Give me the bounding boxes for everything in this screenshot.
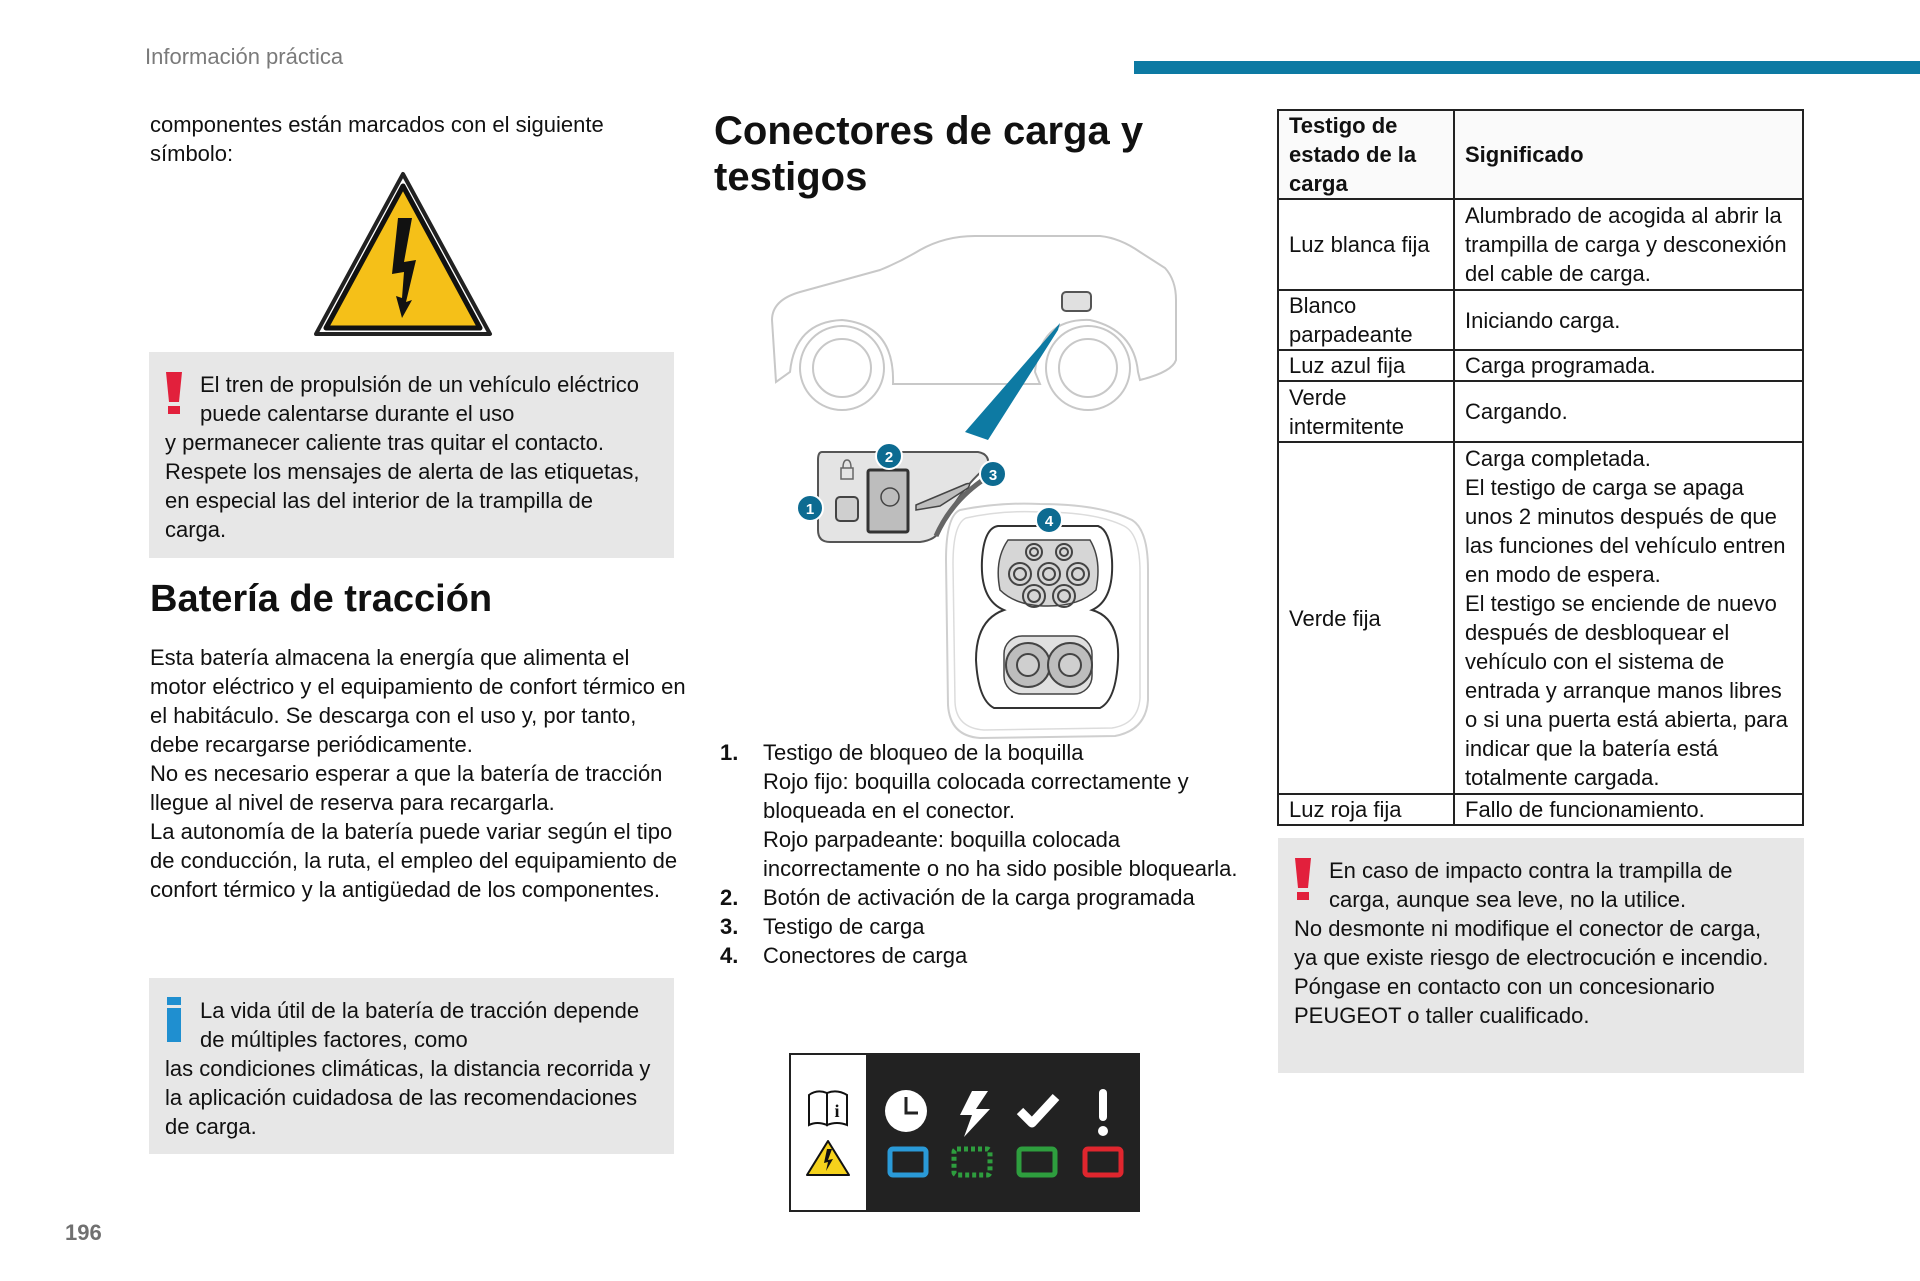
warning-note-lead: El tren de propulsión de un vehículo eléctrico puede calentarse durante el uso: [200, 372, 640, 426]
page-number: 196: [65, 1220, 102, 1245]
callout-4: [1036, 507, 1062, 533]
info-note-body: las condiciones climáticas, la distancia recorrida y la aplicación cuidadosa de las recomendaciones de carga.: [165, 1056, 651, 1139]
checkmark-icon: [1020, 1097, 1056, 1123]
svg-text:i: i: [834, 1101, 840, 1121]
list-item: 2. Botón de activación de la carga programada: [720, 885, 1195, 910]
warning-note-lead: En caso de impacto contra la trampilla de carga, aunque sea leve, no la utilice.: [1329, 858, 1733, 912]
table-row: Verde fija Carga completada. El testigo de carga se apaga unos 2 minutos después de que las funciones del vehículo entren en modo de espera. El testigo se enciende de nuevo después de desbloquear el vehículo con el sistema de entrada y arranque manos libres o si una puerta está abierta, para indicar que la batería está totalmente cargada.: [1278, 442, 1803, 794]
lightning-icon: [960, 1091, 990, 1137]
info-note-lead: La vida útil de la batería de tracción depende de múltiples factores, como: [200, 998, 640, 1052]
red-indicator: [1085, 1149, 1121, 1175]
section-title-traction-battery: Batería de tracción: [150, 578, 493, 620]
list-item: 3. Testigo de carga: [720, 914, 925, 939]
warning-note-body: y permanecer caliente tras quitar el contacto. Respete los mensajes de alerta de las etiquetas, en especial las del interior de la trampilla de carga.: [165, 430, 640, 542]
paragraph: Esta batería almacena la energía que alimenta el motor eléctrico y el equipamiento de confort térmico en el habitáculo. Se descarga con el uso y, por tanto, debe recargarse periódicamente.: [150, 645, 686, 757]
svg-text:2: 2: [884, 449, 894, 466]
traction-battery-text: [150, 643, 690, 904]
callout-1: [797, 495, 823, 521]
list-item: 1. Testigo de bloqueo de la boquilla Rojo fijo: boquilla colocada correctamente y bloqueada en el conector. Rojo parpadeante: boquilla colocada incorrectamente o no ha sido posible bloquearla.: [720, 740, 1238, 881]
charging-connectors-diagram: [740, 220, 1200, 740]
high-voltage-warning-icon: [807, 1141, 849, 1175]
warning-note-body: Póngase en contacto con un concesionario PEUGEOT o taller cualificado.: [1294, 974, 1715, 1028]
pointer-beam: [965, 323, 1060, 440]
accent-bar: [1134, 61, 1920, 74]
paragraph: La autonomía de la batería puede variar según el tipo de conducción, la ruta, el empleo del equipamiento de confort térmico y la antigüedad de los componentes.: [150, 819, 678, 902]
table-row: Verde intermitente Cargando.: [1278, 381, 1803, 442]
table-row: Luz roja fija Fallo de funcionamiento.: [1278, 794, 1803, 825]
high-voltage-warning-triangle-icon: [312, 170, 494, 340]
green-blinking-indicator: [954, 1149, 990, 1175]
manual-info-icon: [791, 1055, 865, 1210]
warning-note-body: No desmonte ni modifique el conector de carga, ya que existe riesgo de electrocución e incendio.: [1294, 916, 1769, 970]
svg-text:4: 4: [1044, 513, 1054, 530]
info-note-battery-life: [149, 978, 674, 1154]
charge-indicator-panel: [789, 1053, 1140, 1212]
charging-socket-icon: [946, 504, 1148, 738]
intro-text: componentes están marcados con el siguiente símbolo:: [150, 112, 604, 166]
warning-note-thermal: [149, 352, 674, 558]
callout-3: [980, 461, 1006, 487]
green-indicator: [1019, 1149, 1055, 1175]
list-item: 4. Conectores de carga: [720, 943, 968, 968]
charge-flap-icon: [1062, 292, 1091, 311]
column-header: Significado: [1454, 110, 1803, 199]
paragraph: No es necesario esperar a que la batería de tracción llegue al nivel de reserva para recargarla.: [150, 761, 663, 815]
table-row: Blanco parpadeante Iniciando carga.: [1278, 290, 1803, 350]
callout-2: [876, 443, 902, 469]
connector-legend-list: [720, 738, 1240, 970]
charge-status-table: [1277, 109, 1804, 826]
running-header: Información práctica: [145, 44, 344, 69]
svg-text:3: 3: [988, 467, 998, 484]
section-title-connectors: Conectores de carga y testigos: [714, 109, 1144, 199]
table-row: Luz blanca fija Alumbrado de acogida al abrir la trampilla de carga y desconexión del cable de carga.: [1278, 199, 1803, 290]
blue-indicator: [890, 1149, 926, 1175]
svg-text:1: 1: [805, 501, 815, 518]
warning-note-connector: [1278, 838, 1804, 1073]
lock-indicator-icon: [836, 497, 858, 521]
table-row: Luz azul fija Carga programada.: [1278, 350, 1803, 381]
column-header: Testigo de estado de la carga: [1278, 110, 1454, 199]
clock-icon: [885, 1090, 927, 1132]
car-outline-icon: [772, 236, 1176, 410]
scheduled-charge-button-icon: [868, 470, 908, 532]
exclamation-icon: [1098, 1089, 1108, 1136]
